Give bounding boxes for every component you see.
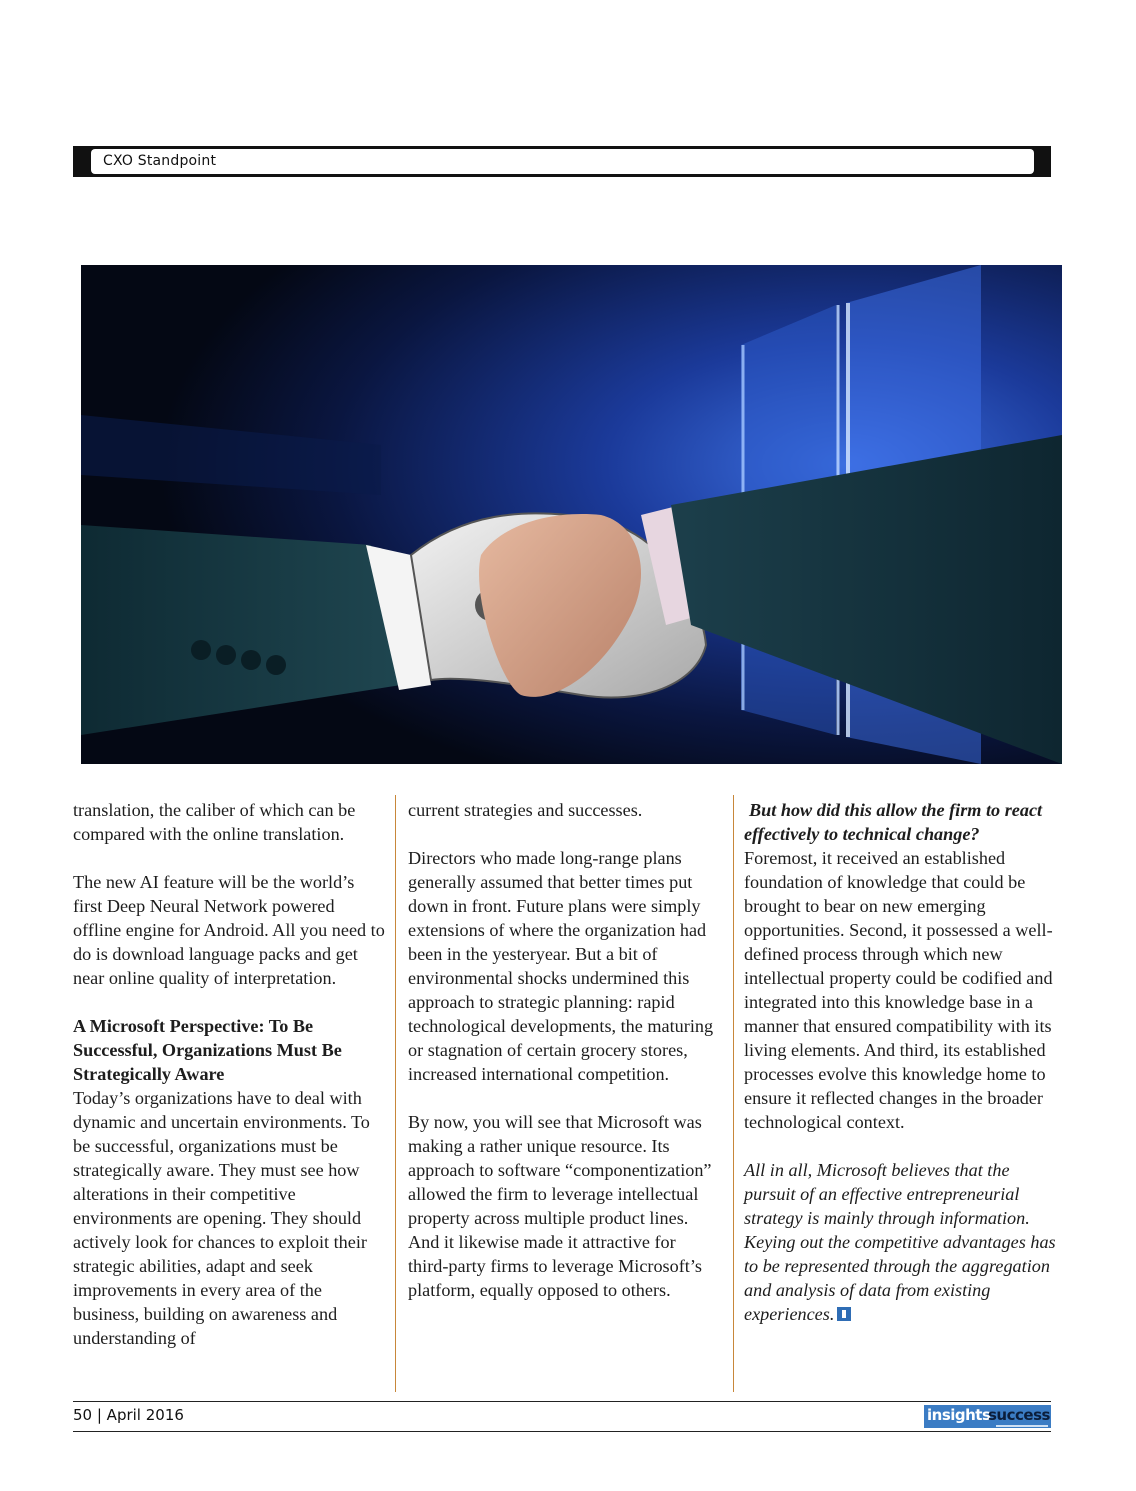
paragraph: current strategies and successes. — [408, 800, 643, 820]
end-mark-icon — [837, 1307, 851, 1321]
logo-word-insights: insights — [927, 1406, 991, 1424]
handshake-illustration — [81, 265, 1062, 764]
section-header-inner — [91, 149, 1034, 174]
closing-paragraph — [744, 1158, 1062, 1326]
article-column-2 — [408, 798, 720, 1326]
section-label: CXO Standpoint — [103, 153, 217, 169]
logo-tagline-mark — [996, 1425, 1048, 1427]
logo-word-success: success — [988, 1406, 1050, 1424]
hero-image — [81, 265, 1062, 764]
subheading: A Microsoft Perspective: To Be Successful, Organizations Must Be Strategically Aware — [73, 1016, 342, 1084]
paragraph: Directors who made long-range plans generally assumed that better times put down in front. Future plans were simply extensions of where the organization had been in the yesteryear. But a bit of environmental shocks undermined this approach to strategic planning: rapid technological developments, the maturing or stagnation of certain grocery stores, increased international competition. — [408, 848, 714, 1084]
paragraph: translation, the caliber of which can be compared with the online translation. — [73, 800, 356, 844]
footer-rule-top — [73, 1401, 1051, 1402]
insights-success-logo — [924, 1405, 1051, 1428]
paragraph: The new AI feature will be the world’s first Deep Neural Network powered offline engine for Android. All you need to do is download language packs and get near online quality of interpretation. — [73, 872, 385, 988]
section-header-bar — [73, 146, 1051, 177]
article-column-1 — [73, 798, 385, 1374]
paragraph: Foremost, it received an established foundation of knowledge that could be brought to bear on new emerging opportunities. Second, it possessed a well-defined process through which new intellectual property could be codified and integrated into this knowledge base in a manner that ensured compatibility with its living elements. And third, its established processes evolve this knowledge home to ensure it reflected changes in the broader technological context. — [744, 848, 1053, 1132]
column-rule-2 — [733, 795, 734, 1392]
paragraph: Today’s organizations have to deal with dynamic and uncertain environments. To be successful, organizations must be strategically aware. They must see how alterations in their competitive environments are opening. They should actively look for chances to exploit their strategic abilities, adapt and seek improvements in every area of the business, building on awareness and understanding of — [73, 1088, 370, 1348]
footer-rule-bottom — [73, 1431, 1051, 1432]
page-folio: 50 | April 2016 — [73, 1406, 184, 1424]
pull-question: But how did this allow the firm to react effectively to technical change? — [744, 800, 1043, 844]
column-rule-1 — [395, 795, 396, 1392]
closing-text: All in all, Microsoft believes that the pursuit of an effective entrepreneurial strategy is mainly through information. Keying out the competitive advantages has to be represented through the aggregation and analysis of data from existing experiences. — [744, 1160, 1056, 1324]
article-column-3 — [744, 798, 1062, 1350]
paragraph: By now, you will see that Microsoft was making a rather unique resource. Its approach to software “componentization” allowed the firm to leverage intellectual property across multiple product lines. And it likewise made it attractive for third-party firms to leverage Microsoft’s platform, equally opposed to others. — [408, 1112, 712, 1300]
